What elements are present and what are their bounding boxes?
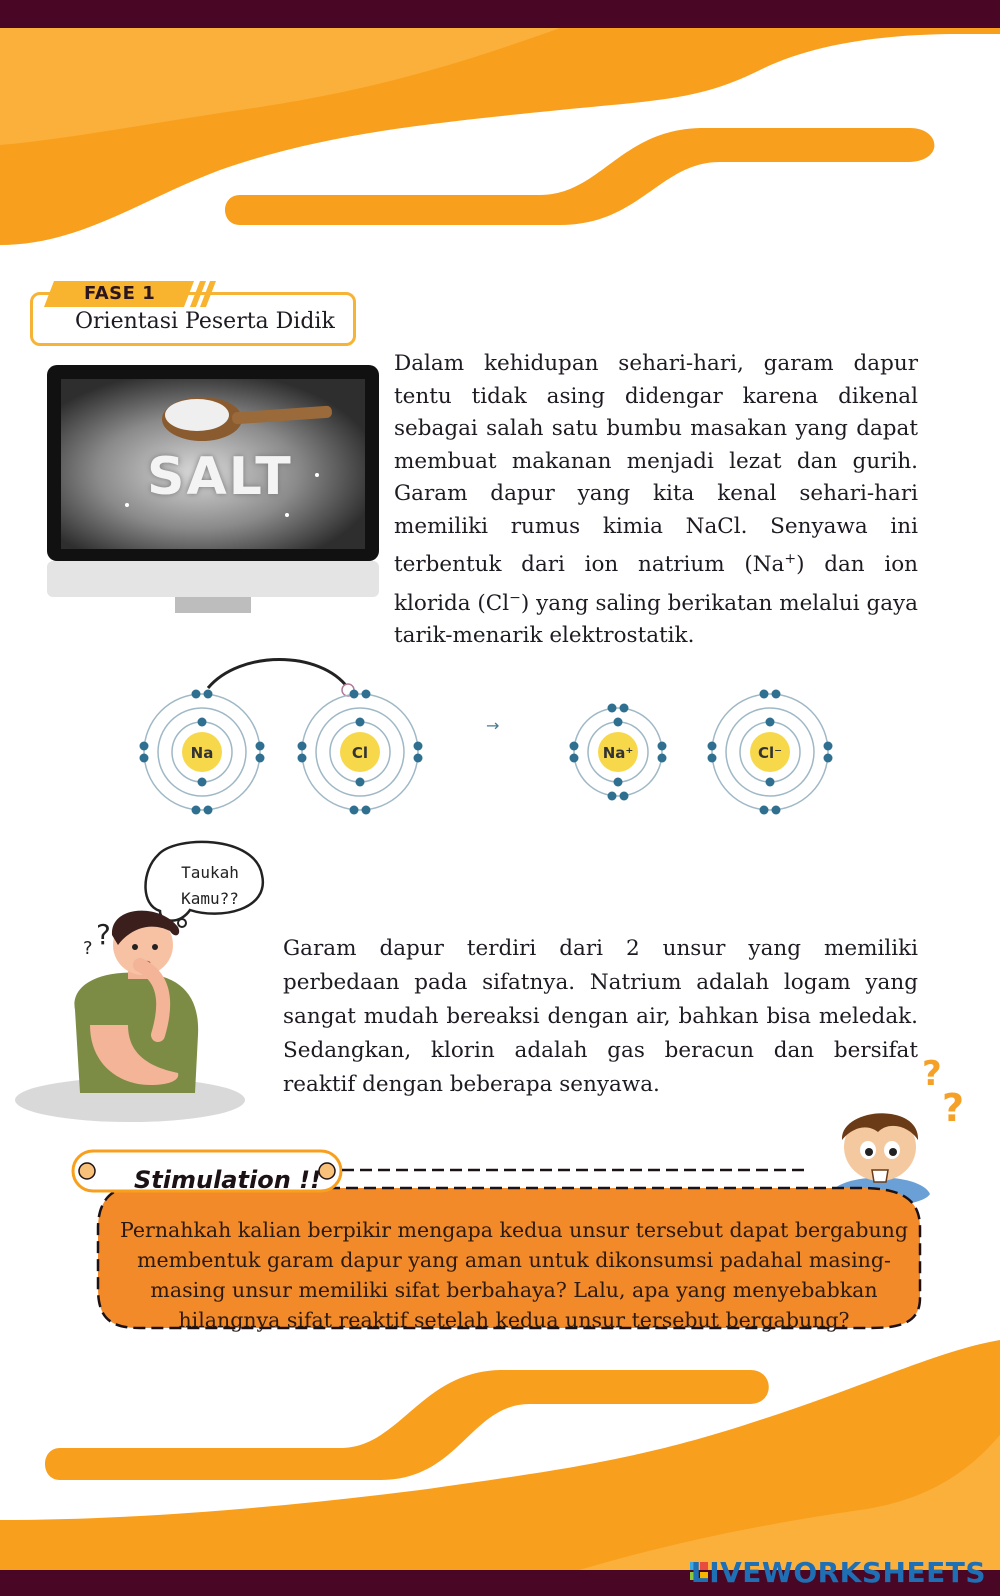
electron [620, 792, 629, 801]
electron [614, 778, 623, 787]
electron [256, 742, 265, 751]
electron [256, 754, 265, 763]
plus-superscript: + [784, 551, 797, 567]
atom-na-label: Na [190, 744, 214, 762]
electron [414, 742, 423, 751]
electron [362, 806, 371, 815]
electron [772, 690, 781, 699]
electron [614, 718, 623, 727]
electron [766, 718, 775, 727]
intro-text-1: Dalam kehidupan sehari-hari, garam dapur tentu tidak asing didengar karena dikenal sebagai salah satu bumbu masakan yang dapat membuat makanan menjadi lezat dan gurih. Garam dapur yang kita kenal sehari-hari memiliki rumus kimia NaCl. Senyawa ini terbentuk dari ion natrium (Na [394, 351, 918, 578]
thought-line-2: Kamu?? [181, 889, 239, 908]
electron [620, 704, 629, 713]
salt-image-monitor [47, 365, 379, 613]
electron [824, 742, 833, 751]
electron [760, 690, 769, 699]
electron [766, 778, 775, 787]
atom-cl [298, 690, 423, 815]
ionic-bond-diagram [120, 650, 860, 840]
thought-bubble-text [166, 860, 254, 912]
electron [414, 754, 423, 763]
question-mark-right-2: ? [942, 1086, 965, 1130]
minus-superscript: − [509, 589, 521, 606]
question-mark-left: ? [96, 918, 111, 951]
electron [198, 778, 207, 787]
reaction-arrow: → [486, 716, 500, 735]
electron [708, 754, 717, 763]
electron [658, 754, 667, 763]
electron [298, 742, 307, 751]
top-decoration [0, 0, 1000, 250]
liveworksheets-brand: LIVEWORKSHEETS [690, 1556, 986, 1589]
atom-na [140, 690, 265, 815]
electron [824, 754, 833, 763]
electron [204, 690, 213, 699]
electron [350, 690, 359, 699]
atom-cl-ion [708, 690, 833, 815]
electron [298, 754, 307, 763]
electron [362, 690, 371, 699]
stimulation-text: Pernahkah kalian berpikir mengapa kedua unsur tersebut dapat bergabung membentuk garam dapur yang aman untuk dikonsumsi padahal masing-masing unsur memiliki sifat berbahaya? Lalu, apa yang menyebabkan hilangnya sifat reaktif setelah kedua unsur tersebut bergabung? [120, 1218, 908, 1332]
question-mark-right-1: ? [922, 1054, 942, 1094]
thought-line-1: Taukah [181, 863, 239, 882]
phase-label: FASE 1 [84, 283, 156, 304]
electron [140, 742, 149, 751]
electron [608, 704, 617, 713]
electron [204, 806, 213, 815]
electron [760, 806, 769, 815]
atom-cl-ion-label: Cl⁻ [757, 744, 783, 762]
electron [570, 754, 579, 763]
intro-text-3: ) yang saling berikatan melalui gaya tarik-menarik elektrostatik. [394, 590, 918, 649]
stimulation-title: Stimulation !! [134, 1166, 322, 1194]
electron [772, 806, 781, 815]
electron [350, 806, 359, 815]
intro-text-2: ) dan ion klorida (Cl [394, 552, 918, 616]
intro-paragraph [394, 348, 918, 653]
electron [192, 690, 201, 699]
electron [356, 778, 365, 787]
salt-word: SALT [147, 447, 293, 507]
atom-na-ion-label: Na⁺ [602, 744, 634, 762]
electron [198, 718, 207, 727]
atom-cl-label: Cl [351, 744, 369, 762]
phase-title: Orientasi Peserta Didik [75, 309, 335, 334]
electron [140, 754, 149, 763]
electron [708, 742, 717, 751]
electron [356, 718, 365, 727]
electron-transfer-arrow [208, 660, 348, 689]
question-mark-small: ? [83, 938, 93, 959]
electron [570, 742, 579, 751]
electron [658, 742, 667, 751]
electron [608, 792, 617, 801]
electron [192, 806, 201, 815]
info-paragraph: Garam dapur terdiri dari 2 unsur yang memiliki perbedaan pada sifatnya. Natrium adalah logam yang sangat mudah bereaksi dengan air, bahkan bisa meledak. Sedangkan, klorin adalah gas beracun dan bersifat reaktif dengan beberapa senyawa. [283, 936, 918, 1097]
atom-na-ion [570, 704, 667, 801]
